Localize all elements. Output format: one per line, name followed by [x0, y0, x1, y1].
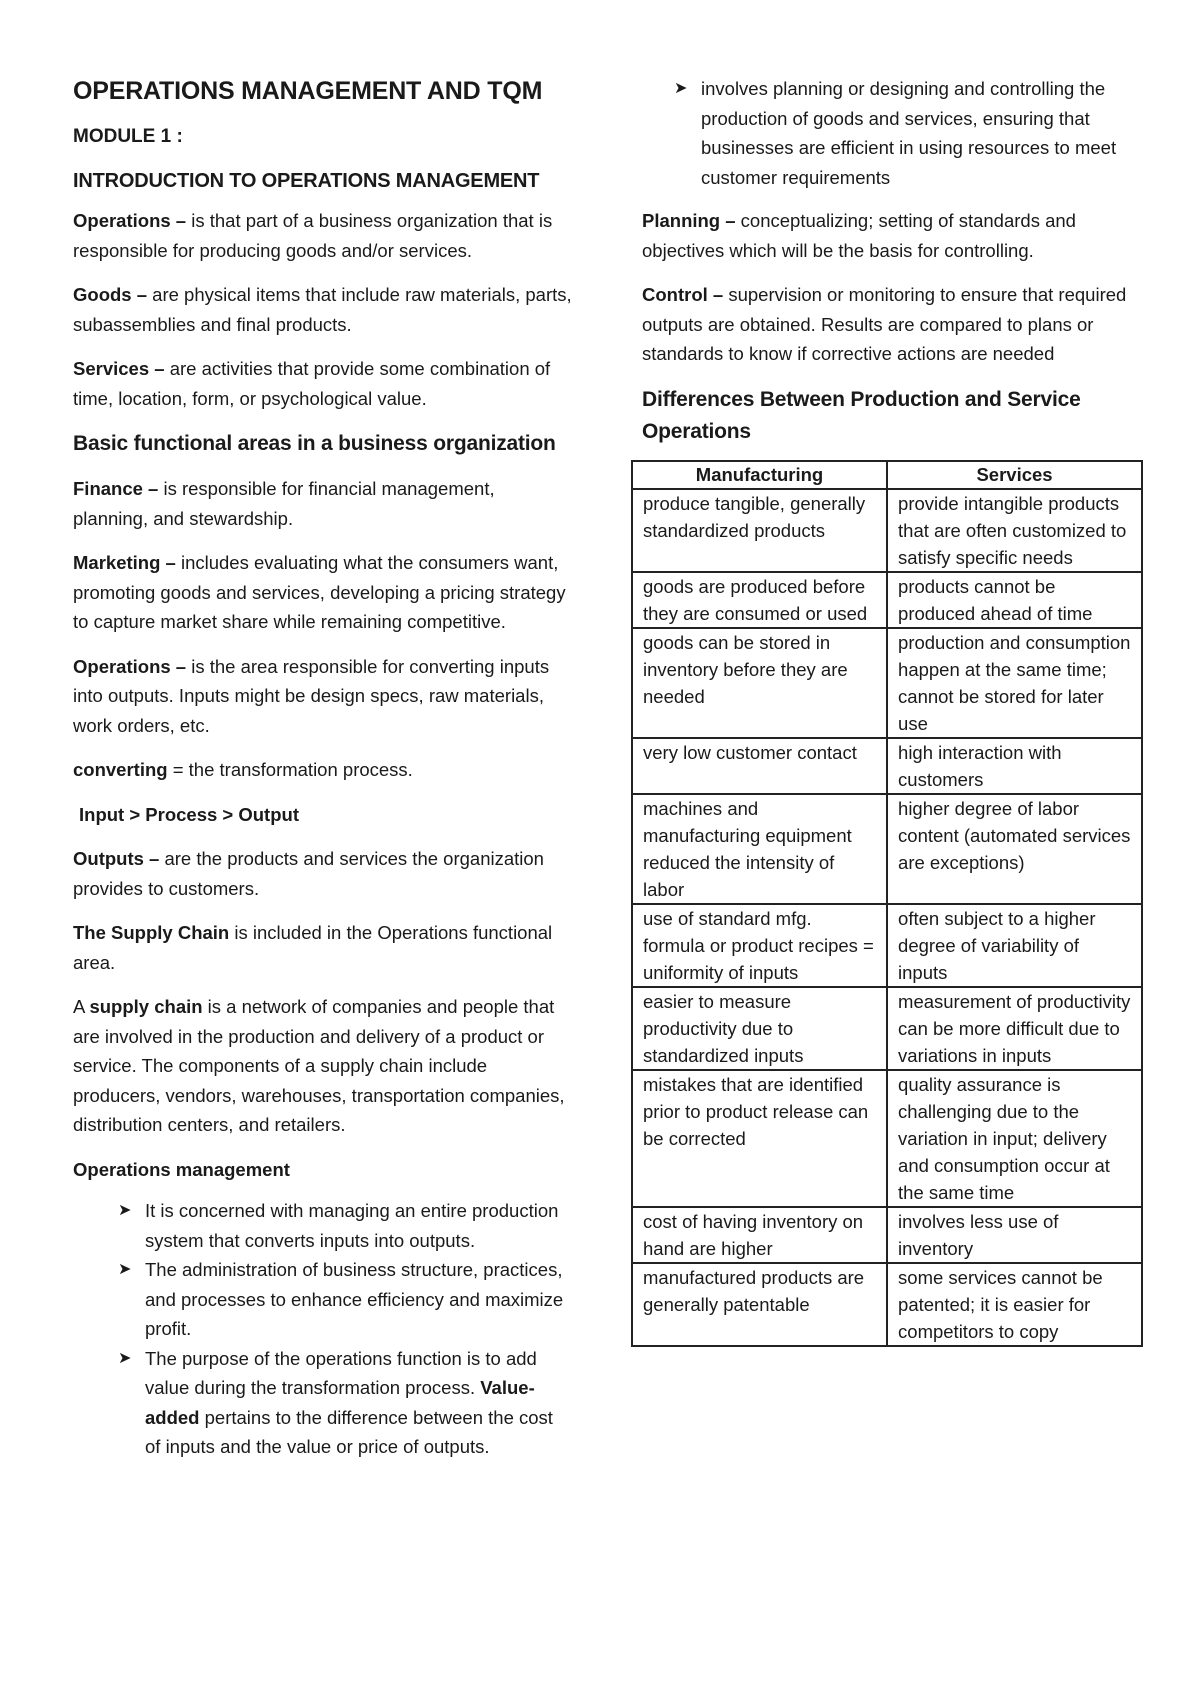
table-cell-manufacturing: goods can be stored in inventory before they are needed	[632, 628, 887, 738]
operations-term: Operations –	[73, 210, 187, 231]
operations-area-def-text: is the area responsible for converting inputs into outputs. Inputs might be design specs, raw materials, work orders, etc.	[73, 655, 550, 736]
differences-heading: Differences Between Production and Service Operations	[642, 387, 1081, 443]
planning-term: Planning –	[642, 210, 736, 231]
om-bullet-4-text: involves planning or designing and controlling the production of goods and services, ensuring that businesses are efficient in using resources to meet customer requirements	[701, 78, 1117, 188]
supply-chain-term: The Supply Chain	[73, 922, 230, 943]
supply-chain-prefix: A	[73, 996, 90, 1017]
supply-chain-def-text: is a network of companies and people that are involved in the production and delivery of a product or service. The components of a supply chain include producers, vendors, warehouses, transportation companies, distribution centers, and retailers.	[73, 996, 565, 1135]
table-cell-services: measurement of productivity can be more difficult due to variations in inputs	[887, 987, 1142, 1070]
converting-def-text: = the transformation process.	[167, 759, 413, 780]
operations-management-heading	[73, 1155, 573, 1185]
operations-def-text: is that part of a business organization that is responsible for producing goods and/or services.	[73, 210, 553, 261]
om-bullet-1-text: It is concerned with managing an entire production system that converts inputs into outputs.	[145, 1200, 559, 1251]
services-def-text: are activities that provide some combination of time, location, form, or psychological value.	[73, 358, 551, 409]
arrowhead-bullet-icon: ➤	[674, 80, 688, 97]
supply-chain-note	[73, 918, 573, 977]
outputs-def-text: are the products and services the organization provides to customers.	[73, 848, 544, 899]
om-bullet-list	[73, 1196, 573, 1462]
table-cell-manufacturing: produce tangible, generally standardized products	[632, 489, 887, 572]
list-item	[674, 74, 1142, 192]
left-column	[73, 74, 573, 1462]
table-row	[632, 904, 1142, 987]
table-row	[632, 1263, 1142, 1346]
table-cell-manufacturing: goods are produced before they are consumed or used	[632, 572, 887, 628]
table-cell-services: some services cannot be patented; it is easier for competitors to copy	[887, 1263, 1142, 1346]
table-cell-manufacturing: mistakes that are identified prior to product release can be corrected	[632, 1070, 887, 1207]
converting-definition	[73, 755, 573, 785]
document-title: OPERATIONS MANAGEMENT AND TQM	[73, 77, 543, 105]
om-bullet-2-text: The administration of business structure, practices, and processes to enhance efficiency and maximize profit.	[145, 1259, 564, 1339]
value-added-def-text: pertains to the difference between the cost of inputs and the value or price of outputs.	[145, 1406, 553, 1457]
planning-def-text: conceptualizing; setting of standards and objectives which will be the basis for controlling.	[642, 210, 1076, 261]
table-header-row	[632, 461, 1142, 489]
table-row	[632, 987, 1142, 1070]
differences-table	[631, 460, 1143, 1347]
outputs-definition	[73, 844, 573, 903]
goods-term: Goods –	[73, 284, 148, 305]
table-cell-services: higher degree of labor content (automated services are exceptions)	[887, 794, 1142, 904]
table-row	[632, 1070, 1142, 1207]
table-row	[632, 628, 1142, 738]
table-cell-services: production and consumption happen at the same time; cannot be stored for later use	[887, 628, 1142, 738]
marketing-term: Marketing –	[73, 552, 176, 573]
table-cell-services: products cannot be produced ahead of time	[887, 572, 1142, 628]
goods-def-text: are physical items that include raw materials, parts, subassemblies and final products.	[73, 284, 572, 335]
arrowhead-bullet-icon: ➤	[118, 1349, 132, 1367]
finance-term: Finance –	[73, 478, 159, 499]
value-added-term: Value-added	[145, 1377, 535, 1428]
supply-chain-term-2: supply chain	[89, 996, 203, 1017]
operations-area-term: Operations –	[73, 655, 187, 677]
table-cell-manufacturing: manufactured products are generally patentable	[632, 1263, 887, 1346]
table-row	[632, 572, 1142, 628]
control-definition	[642, 280, 1142, 369]
marketing-def-text: includes evaluating what the consumers want, promoting goods and services, developing a pricing strategy to capture market share while remaining competitive.	[73, 552, 566, 632]
om-heading-text: Operations management	[73, 1158, 290, 1180]
table-cell-manufacturing: easier to measure productivity due to standardized inputs	[632, 987, 887, 1070]
planning-definition	[642, 206, 1142, 265]
table-row	[632, 794, 1142, 904]
om-bullet-3-text: The purpose of the operations function is to add value during the transformation process.	[145, 1347, 537, 1398]
operations-definition	[73, 206, 573, 265]
operations-area-definition	[73, 652, 573, 741]
header-services: Services	[887, 461, 1142, 489]
goods-definition	[73, 280, 573, 339]
control-def-text: supervision or monitoring to ensure that required outputs are obtained. Results are compared to plans or standards to know if corrective actions are needed	[642, 284, 1127, 364]
table-cell-services: involves less use of inventory	[887, 1207, 1142, 1263]
finance-definition	[73, 474, 573, 533]
arrowhead-bullet-icon: ➤	[118, 1202, 132, 1219]
table-cell-manufacturing: very low customer contact	[632, 738, 887, 794]
list-item	[118, 1196, 573, 1255]
converting-term: converting	[73, 759, 168, 780]
list-item	[118, 1255, 573, 1344]
table-cell-services: high interaction with customers	[887, 738, 1142, 794]
functional-areas-heading: Basic functional areas in a business organization	[73, 432, 556, 455]
header-manufacturing: Manufacturing	[632, 461, 887, 489]
table-row	[632, 1207, 1142, 1263]
om-bullet-list-continued	[642, 74, 1142, 192]
ipo-text: Input > Process > Output	[79, 803, 299, 825]
table-cell-manufacturing: use of standard mfg. formula or product recipes = uniformity of inputs	[632, 904, 887, 987]
table-cell-manufacturing: cost of having inventory on hand are higher	[632, 1207, 887, 1263]
table-cell-services: quality assurance is challenging due to the variation in input; delivery and consumption occur at the same time	[887, 1070, 1142, 1207]
module-label: MODULE 1 :	[73, 126, 183, 147]
input-process-output	[73, 800, 573, 830]
table-row	[632, 489, 1142, 572]
list-item	[118, 1344, 573, 1462]
right-column	[642, 74, 1142, 1347]
arrowhead-bullet-icon: ➤	[118, 1261, 132, 1278]
table-cell-manufacturing: machines and manufacturing equipment reduced the intensity of labor	[632, 794, 887, 904]
intro-heading: INTRODUCTION TO OPERATIONS MANAGEMENT	[73, 170, 540, 192]
supply-chain-note-text: is included in the Operations functional area.	[73, 922, 553, 973]
table-cell-services: provide intangible products that are often customized to satisfy specific needs	[887, 489, 1142, 572]
table-cell-services: often subject to a higher degree of variability of inputs	[887, 904, 1142, 987]
control-term: Control –	[642, 284, 724, 305]
outputs-term: Outputs –	[73, 848, 160, 869]
supply-chain-definition	[73, 992, 573, 1140]
services-definition	[73, 354, 573, 413]
services-term: Services –	[73, 358, 165, 379]
marketing-definition	[73, 548, 573, 637]
table-row	[632, 738, 1142, 794]
finance-def-text: is responsible for financial management, planning, and stewardship.	[73, 478, 495, 529]
